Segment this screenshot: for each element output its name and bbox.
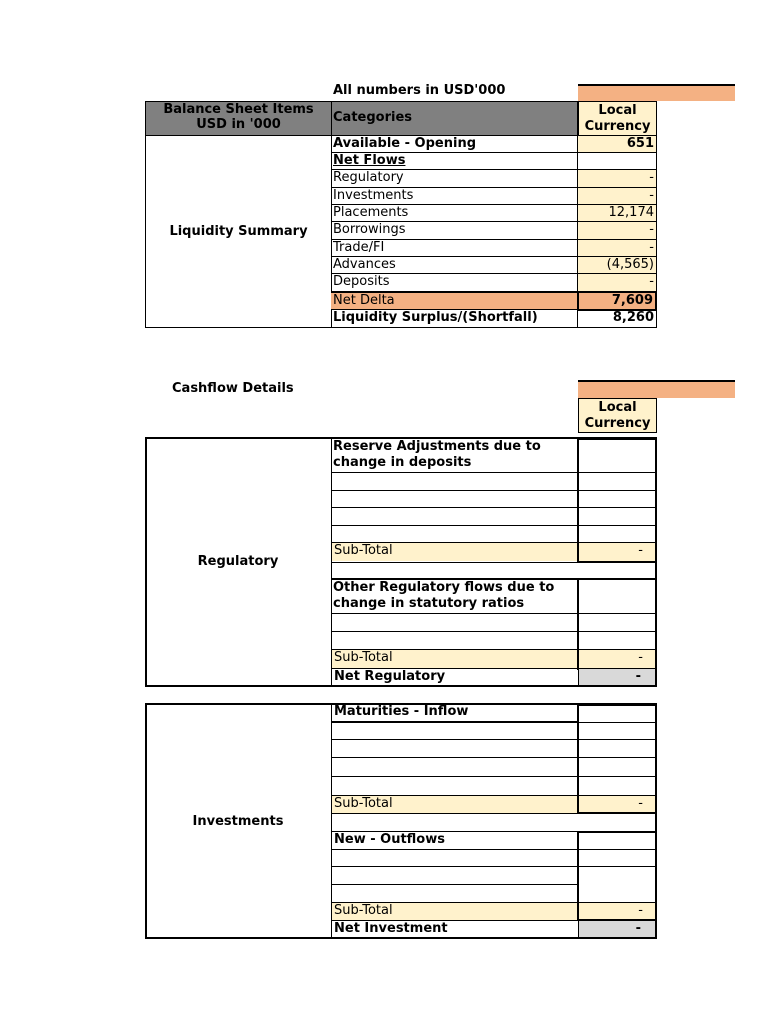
reserve-divider <box>577 438 578 563</box>
value-trade-fi: - <box>578 240 657 257</box>
other-regulatory-heading <box>333 580 554 612</box>
outflows-line-2 <box>331 866 657 867</box>
reserve-adjustments-line2: change in deposits <box>333 455 472 470</box>
cashflow-currency-line2: Currency <box>584 416 651 431</box>
value-advances: (4,565) <box>578 257 657 274</box>
reserve-line-3 <box>331 507 657 508</box>
header-items-line1: Balance Sheet Items <box>163 102 314 117</box>
maturities-line-0 <box>331 722 657 723</box>
units-note: All numbers in USD'000 <box>333 83 506 98</box>
header-balance-sheet-items <box>146 102 331 132</box>
other-reg-line-1 <box>331 613 657 614</box>
regulatory-subtotal-2-label: Sub-Total <box>332 650 577 668</box>
header-items-line2: USD in '000 <box>196 117 281 132</box>
row-deposits: Deposits <box>331 274 578 292</box>
other-regulatory-line1: Other Regulatory flows due to <box>333 580 555 595</box>
row-net-flows: Net Flows <box>331 153 578 170</box>
row-net-delta: Net Delta <box>331 292 578 310</box>
net-investment-value: - <box>578 921 655 937</box>
row-liquidity-surplus: Liquidity Surplus/(Shortfall) <box>331 310 578 328</box>
maturities-inflow-heading: Maturities - Inflow <box>332 704 577 722</box>
header-local-currency <box>578 101 657 136</box>
investments-subtotal-1-value: - <box>579 796 655 812</box>
header-currency-line1: Local <box>598 103 637 118</box>
row-trade-fi: Trade/FI <box>331 240 578 257</box>
value-deposits: - <box>578 274 657 292</box>
reserve-line-6 <box>331 562 657 563</box>
row-regulatory: Regulatory <box>331 170 578 188</box>
row-placements: Placements <box>331 205 578 222</box>
regulatory-label: Regulatory <box>197 554 279 569</box>
investments-subtotal-2-label: Sub-Total <box>332 903 577 920</box>
row-borrowings: Borrowings <box>331 222 578 240</box>
cashflow-accent-bar <box>578 380 735 398</box>
value-placements: 12,174 <box>578 205 657 222</box>
regulatory-subtotal-2-value: - <box>579 650 655 668</box>
other-regulatory-line2: change in statutory ratios <box>333 596 525 611</box>
new-outflows-heading: New - Outflows <box>334 832 445 847</box>
maturities-line-3 <box>331 776 657 777</box>
header-categories: Categories <box>333 110 413 125</box>
cashflow-header-local-currency <box>578 398 657 433</box>
maturities-line-2 <box>331 757 657 758</box>
value-borrowings: - <box>578 222 657 240</box>
outflows-line-3 <box>331 884 577 885</box>
header-currency-line2: Currency <box>584 119 651 134</box>
reserve-line-2 <box>331 490 657 491</box>
reserve-adjustments-heading <box>333 439 541 471</box>
investments-label: Investments <box>192 814 284 829</box>
liquidity-summary-label: Liquidity Summary <box>169 224 308 239</box>
reserve-adjustments-line1: Reserve Adjustments due to <box>333 439 541 454</box>
row-available-opening: Available - Opening <box>331 136 578 153</box>
reserve-line-4 <box>331 525 657 526</box>
header-divider <box>331 101 332 136</box>
cashflow-title: Cashflow Details <box>172 381 294 396</box>
maturities-line-1 <box>331 739 657 740</box>
reserve-line-1 <box>331 472 657 473</box>
value-net-delta: 7,609 <box>577 291 657 311</box>
other-reg-line-2 <box>331 631 657 632</box>
outflows-line-1 <box>331 849 657 850</box>
maturities-line-5 <box>331 813 657 814</box>
value-net-flows <box>578 153 657 170</box>
net-investment-label: Net Investment <box>334 921 448 936</box>
cashflow-currency-line1: Local <box>598 400 637 415</box>
regulatory-subtotal-1-label: Sub-Total <box>332 543 577 561</box>
investments-subtotal-1-label: Sub-Total <box>332 796 577 813</box>
regulatory-subtotal-1-value: - <box>579 543 655 561</box>
investments-subtotal-2-value: - <box>579 903 655 919</box>
row-advances: Advances <box>331 257 578 274</box>
net-regulatory-value: - <box>578 669 655 685</box>
value-liquidity-surplus: 8,260 <box>578 310 657 328</box>
header-accent-bar <box>578 84 735 101</box>
row-investments: Investments <box>331 188 578 205</box>
value-available-opening: 651 <box>578 136 657 153</box>
value-investments: - <box>578 188 657 205</box>
value-regulatory: - <box>578 170 657 188</box>
net-regulatory-label: Net Regulatory <box>334 669 446 684</box>
